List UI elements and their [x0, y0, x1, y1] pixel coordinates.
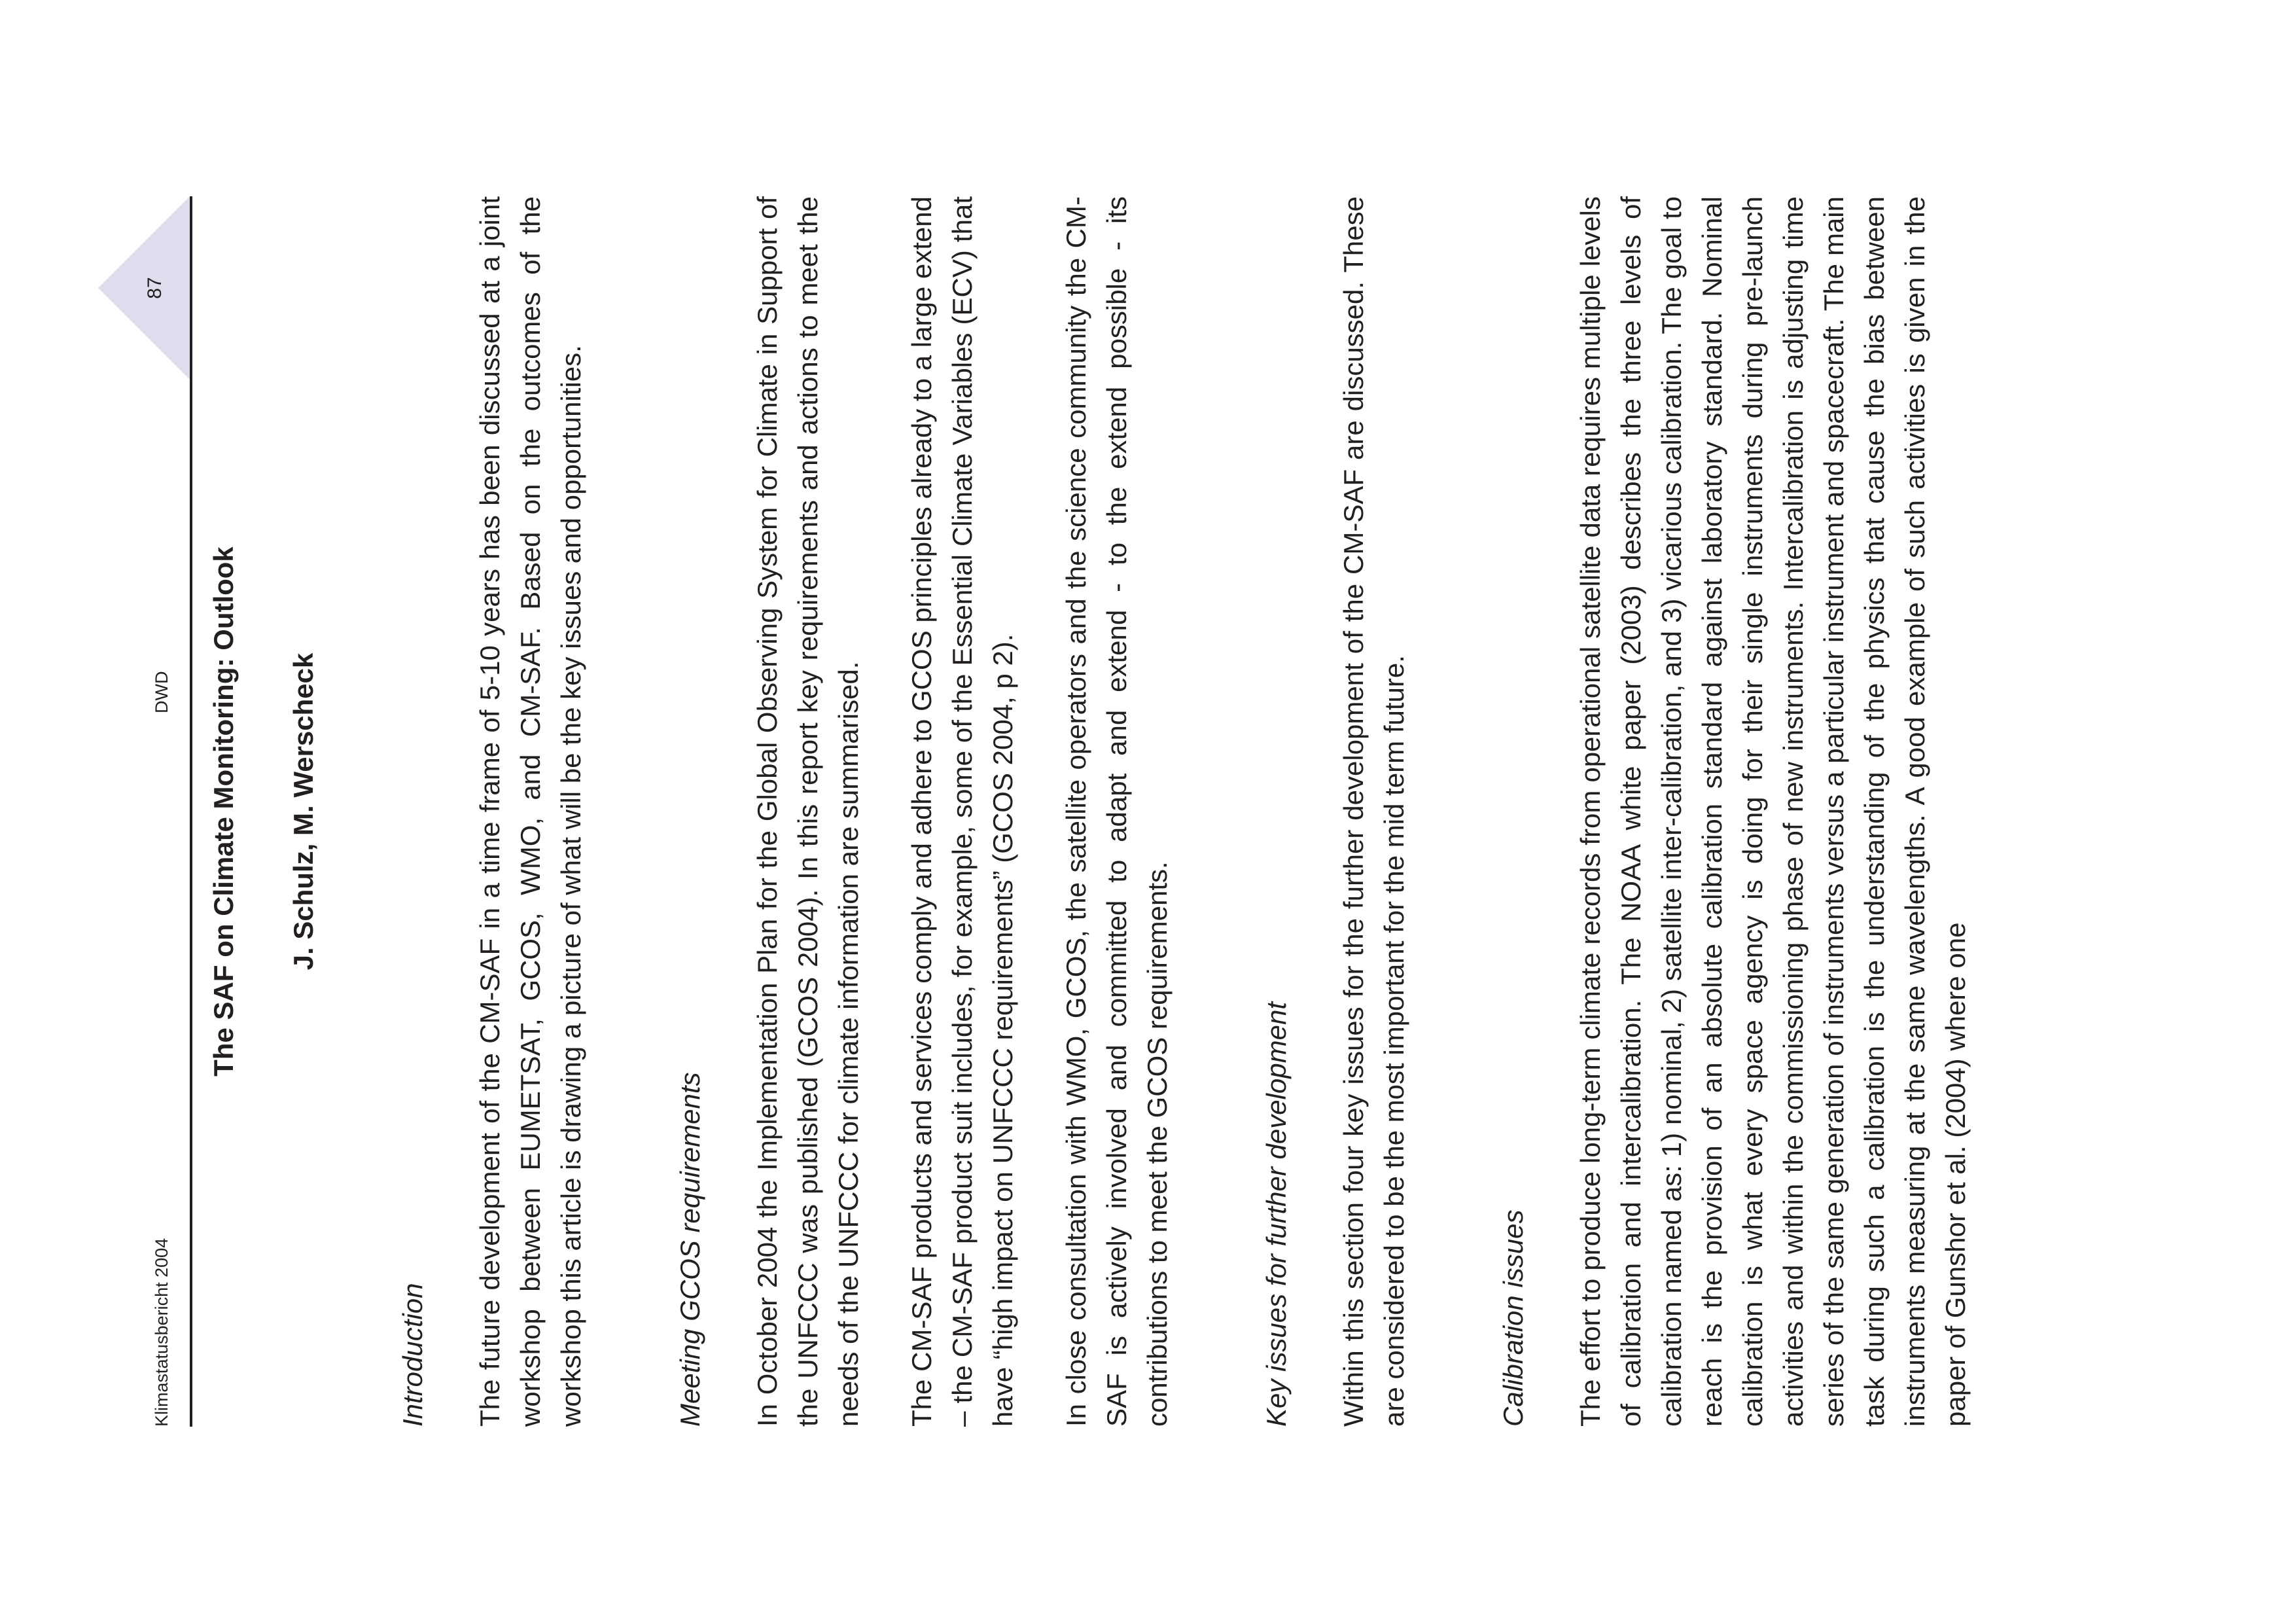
section-heading-key-issues: Key issues for further development — [1261, 1002, 1292, 1427]
section-heading-calibration: Calibration issues — [1498, 1209, 1528, 1427]
report-name: Klimastatusbericht 2004 — [152, 1238, 171, 1427]
article-title: The SAF on Climate Monitoring: Outlook — [208, 546, 239, 1077]
paragraph-gcos-3: In close consultation with WMO, GCOS, the satellite operators and the science community the CM-SAF is actively involved and committed to adapt and extend - to the extend possible - its contributions to meet the GCOS requirements. — [1061, 196, 1173, 1427]
page-number-tab — [98, 196, 190, 380]
paragraph-introduction: The future development of the CM-SAF in a time frame of 5-10 years has been discussed at a joint workshop between EUMETSAT, GCOS, WMO, and CM-SAF. Based on the outcomes of the workshop this article is drawing a picture of what will be the key issues and opportunities. — [474, 196, 586, 1427]
paragraph-gcos-1: In October 2004 the Implementation Plan for the Global Observing System for Climate in Support of the UNFCCC was published (GCOS 2004). In this report key requirements and actions to meet the needs of the UNFCCC for climate information are summarised. — [752, 196, 864, 1427]
section-heading-introduction: Introduction — [397, 1283, 428, 1427]
section-heading-gcos: Meeting GCOS requirements — [675, 1072, 705, 1427]
article-body — [393, 196, 2009, 1427]
paragraph-calibration: The effort to produce long-term climate records from operational satellite data requires multiple levels of calibration and intercalibration. The NOAA white paper (2003) describes the three levels of calibration named as: 1) nominal, 2) satellite inter-calibration, and 3) vicarious calibration. The goal to reach is the provision of an absolute calibration standard against laboratory standard. Nominal calibration is what every space agency is doing for their single instruments during pre-launch activities and within the commissioning phase of new instruments. Intercalibration is adjusting time series of the same generation of instruments versus a particular instrument and spacecraft. The main task during such a calibration is the understanding of the physics that cause the bias between instruments measuring at the same wavelengths. A good example of such activities is given in the paper of Gunshor et al. (2004) where one — [1575, 196, 1971, 1427]
page-header — [131, 196, 190, 1427]
paragraph-key-issues: Within this section four key issues for the further development of the CM-SAF are discussed. These are considered to be the most important for the mid term future. — [1338, 196, 1409, 1427]
article-authors: J. Schulz, M. Werscheck — [288, 652, 319, 971]
page-number: 87 — [144, 277, 166, 299]
paragraph-gcos-2: The CM-SAF products and services comply and adhere to GCOS principles already to a large extend – the CM-SAF product suit includes, for example, some of the Essential Climate Variables (ECV) that have “high impact on UNFCCC requirements” (GCOS 2004, p 2). — [906, 196, 1018, 1427]
header-rule — [190, 196, 192, 1427]
publisher-name: DWD — [152, 671, 171, 713]
